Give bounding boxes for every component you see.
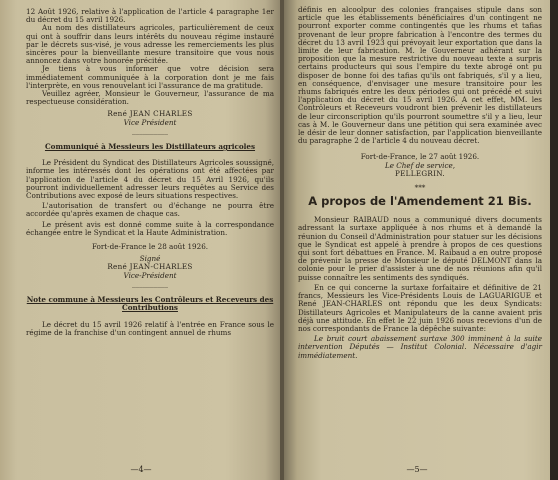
place-date: Fort-de-France, le 27 août 1926.	[360, 152, 480, 162]
page-number: —4—	[130, 465, 152, 474]
quoted-telegram: Le bruit court abaissement surtaxe 300 imminent à la suite intervention Députés — Institut Colonial. Nécessaire d'agir immédiatement.	[298, 334, 542, 360]
paragraph: L'autorisation de transfert ou d'échange ne pourra être accordée qu'après examen de chaque cas.	[26, 201, 274, 219]
paragraph: Je tiens à vous informer que votre décision sera immédiatement communiquée à la corporation dont je me fais l'interprète, en vous renouvelant ici l'assurance de ma gratitude.	[26, 64, 274, 90]
separator: __________	[132, 278, 168, 288]
section-heading: Note commune à Messieurs les Contrôleurs et Receveurs des Contributions	[26, 295, 274, 313]
paragraph: définis en alcoolpur des colonies françaises stipule dans son article que les établissements bénéficiaires d'un contingent ne pourront exporter comme contingentés que les rhums et tafias provenant de leur propre fabrication à l'encontre des termes du décret du 13 avril 1923 qui prévoyait leur exportation que dans la limite de leur fabrication. M. le Gouverneur adhérant sur la proposition que la mesure restrictive du nouveau texte a surpris certains producteurs qui sous l'empire du texte abrogé ont pu disposer de bonne foi des tafias qu'ils ont fabriqués, s'il y a lieu, en conséquence, d'envisager une mesure transitoire pour les rhums fabriqués entre les deux périodes qui ont précédé et suivi l'application du décret du 15 avril 1926. A cet effet, MM. les Contrôleurs et Receveurs voudront bien prévenir les distillateurs de leur circonscription qu'ils pourront soumettre s'il y a lieu, leur cas à M. le Gouverneur dans une pétition qui sera examinée avec le désir de leur donner satisfaction, par l'application bienveillante du paragraphe 2 de l'article 4 du nouveau décret.	[298, 5, 542, 146]
letter-continuation: 12 Août 1926, relative à l'application de l'article 4 paragraphe 1er du décret du 15 avril 1926.	[26, 7, 274, 25]
paragraph: Le présent avis est donné comme suite à la correspondance échangée entre le Syndicat et la Haute Administration.	[26, 219, 274, 237]
signature-name: René JEAN CHARLES	[107, 109, 193, 119]
signature-title: Vice-Président	[123, 270, 177, 280]
paragraph: Veuillez agréer, Monsieur le Gouverneur, l'assurance de ma respectueuse considération.	[26, 89, 274, 107]
book-edge	[550, 0, 558, 480]
ornament: ***	[414, 183, 426, 193]
signature-name: PELLEGRIN.	[395, 168, 445, 178]
paragraph: Monsieur RAIBAUD nous a communiqué divers documents adressant la surtaxe appliquée à nos rhums et à demandé la réunion du Conseil d'Administration pour statuer sur les décisions que le Syndicat est appelé à prendre à propos de ces questions qui sont fort débattues en France. M. Raibaud a en outre proposé de prévenir la presse de Monsieur le député DELMONT dans la colonie pour le prier d'assister à une de nos réunions afin qu'il puisse connaître les sentiments des syndiqués.	[298, 215, 542, 282]
paragraph: En ce qui concerne la surtaxe forfaitaire et définitive de 21 francs, Messieurs les Vice-Présidents Louis de LAGUARIGUE et René JEAN-CHARLES ont répondu que les deux Syndicats: Distillateurs Agricoles et Manipulateurs de la canne avaient pris déjà une attitude. En effet le 22 juin 1926 nous recevions d'un de nos correspondants de France la dépêche suivante:	[298, 282, 542, 333]
right-text-column	[298, 6, 542, 360]
place-date: Fort-de-France le 28 août 1926.	[91, 242, 209, 252]
signature-title: Le Chef de service,	[384, 160, 456, 170]
right-page	[284, 0, 550, 480]
paragraph: Le Président du Syndicat des Distillateurs Agricoles soussigné, informe les intéressés dont les opérations ont été affectées par l'application de l'article 4 du décret du 15 Avril 1926, qu'ils pourront individuellement adresser leurs requêtes au Service des Contributions avec exposé de leurs situations respectives.	[26, 158, 274, 201]
section-heading: Communiqué à Messieurs les Distillateurs agricoles	[44, 142, 256, 152]
page-number: —5—	[406, 465, 428, 474]
signature-name: René JEAN-CHARLES	[107, 262, 193, 272]
left-text-column	[26, 8, 274, 337]
article-title: A propos de l'Amendement 21 Bis.	[308, 194, 532, 209]
signature-title: Vice Président	[123, 117, 177, 127]
paragraph: Le décret du 15 avril 1926 relatif à l'entrée en France sous le régime de la franchise d'un contingent annuel de rhums	[26, 319, 274, 337]
separator: __________	[132, 125, 168, 135]
signed-label: Signé	[139, 254, 161, 264]
paragraph: Au nom des distillateurs agricoles, particulièrement de ceux qui ont à souffrir dans leurs intérêts du nouveau régime instauré par le décrets sus-visé, je vous adresse les remerciements les plus sincères pour la bienveillante mesure transitoire que vous nous annoncez dans votre honorée précitée.	[26, 23, 274, 66]
